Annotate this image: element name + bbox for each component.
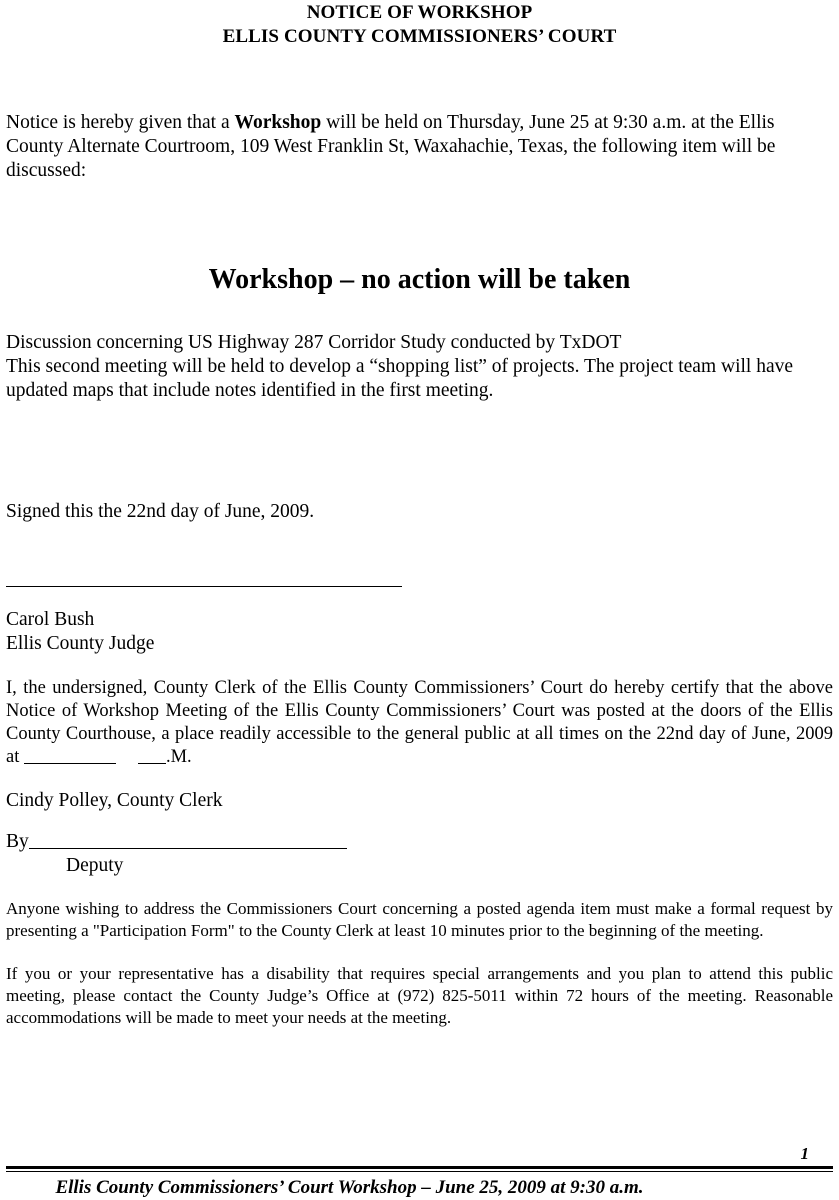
ada-accommodation-note: If you or your representative has a disability that requires special arrangements and you plan to attend this public meeting, please contact the County Judge’s Office at (972) 825-5011 within 72 hours of the meeting. Reasonable accommodations will be made to meet your needs at the meeting. bbox=[6, 964, 833, 1027]
page-title-line-2: ELLIS COUNTY COMMISSIONERS’ COURT bbox=[222, 26, 617, 47]
signatory-title: Ellis County Judge bbox=[6, 633, 155, 654]
certification-text-part-1: I, the undersigned, County Clerk of the Ellis County Commissioners’ Court do hereby certify that the above Notice of Workshop Meeting of the Ellis County Commissioners’ Court was posted at the doors of the Ellis County Courthouse, a place readily accessible to the general public at all times on the 22nd day of June, 2009 at bbox=[6, 678, 833, 767]
spacer-before-certification bbox=[6, 656, 833, 677]
signature-line-area bbox=[6, 572, 833, 608]
spacer-after-banner bbox=[6, 297, 833, 331]
signed-statement: Signed this the 22nd day of June, 2009. bbox=[6, 501, 315, 522]
ampm-blank-field[interactable] bbox=[138, 763, 166, 764]
spacer-after-title bbox=[6, 48, 833, 111]
spacer-before-signature-line bbox=[6, 524, 833, 572]
discussion-line-1: Discussion concerning US Highway 287 Corridor Study conducted by TxDOT bbox=[6, 332, 622, 353]
spacer-before-banner bbox=[6, 183, 833, 246]
footer-double-rule bbox=[6, 1166, 833, 1172]
page-footer bbox=[6, 1144, 833, 1200]
signature-rule bbox=[6, 586, 402, 587]
spacer-before-signed bbox=[6, 403, 833, 500]
discussion-line-2: This second meeting will be held to develop a “shopping list” of projects. The project team will have updated maps that include notes identified in the first meeting. bbox=[6, 356, 794, 401]
spacer-before-by-line bbox=[6, 813, 833, 830]
notice-bold-workshop: Workshop bbox=[234, 112, 322, 133]
page-number: 1 bbox=[800, 1144, 809, 1163]
workshop-banner-heading: Workshop – no action will be taken bbox=[208, 264, 631, 295]
by-label: By bbox=[6, 831, 29, 852]
time-blank-field[interactable] bbox=[24, 763, 116, 764]
notice-text-before-bold: Notice is hereby given that a bbox=[6, 112, 235, 133]
certification-paragraph bbox=[6, 677, 833, 769]
participation-note: Anyone wishing to address the Commissioners Court concerning a posted agenda item must make a formal request by presenting a "Participation Form" to the County Clerk at least 10 minutes prior to the beginning of the meeting. bbox=[6, 899, 833, 940]
page-title-line-1: NOTICE OF WORKSHOP bbox=[306, 2, 533, 23]
clerk-name: Cindy Polley, County Clerk bbox=[6, 790, 223, 811]
notice-paragraph bbox=[6, 111, 833, 183]
signatory-name: Carol Bush bbox=[6, 609, 95, 630]
spacer-before-banner-extra bbox=[6, 246, 833, 263]
deputy-label: Deputy bbox=[66, 855, 124, 876]
spacer-before-clerk bbox=[6, 769, 833, 789]
notice-text-after-bold: will be held on Thursday, June 25 at 9:30 a.m. at the Ellis County Alternate Courtroom, 109 West Franklin St, Waxahachie, Texas, the following item will be discussed: bbox=[6, 112, 776, 181]
spacer-before-ada-note bbox=[6, 942, 833, 963]
spacer-before-participation-note bbox=[6, 878, 833, 898]
by-signature-row bbox=[6, 830, 833, 854]
footer-caption: Ellis County Commissioners’ Court Workshop – June 25, 2009 at 9:30 a.m. bbox=[55, 1177, 644, 1198]
certification-text-part-2: .M. bbox=[165, 747, 192, 767]
deputy-signature-blank[interactable] bbox=[29, 848, 347, 849]
